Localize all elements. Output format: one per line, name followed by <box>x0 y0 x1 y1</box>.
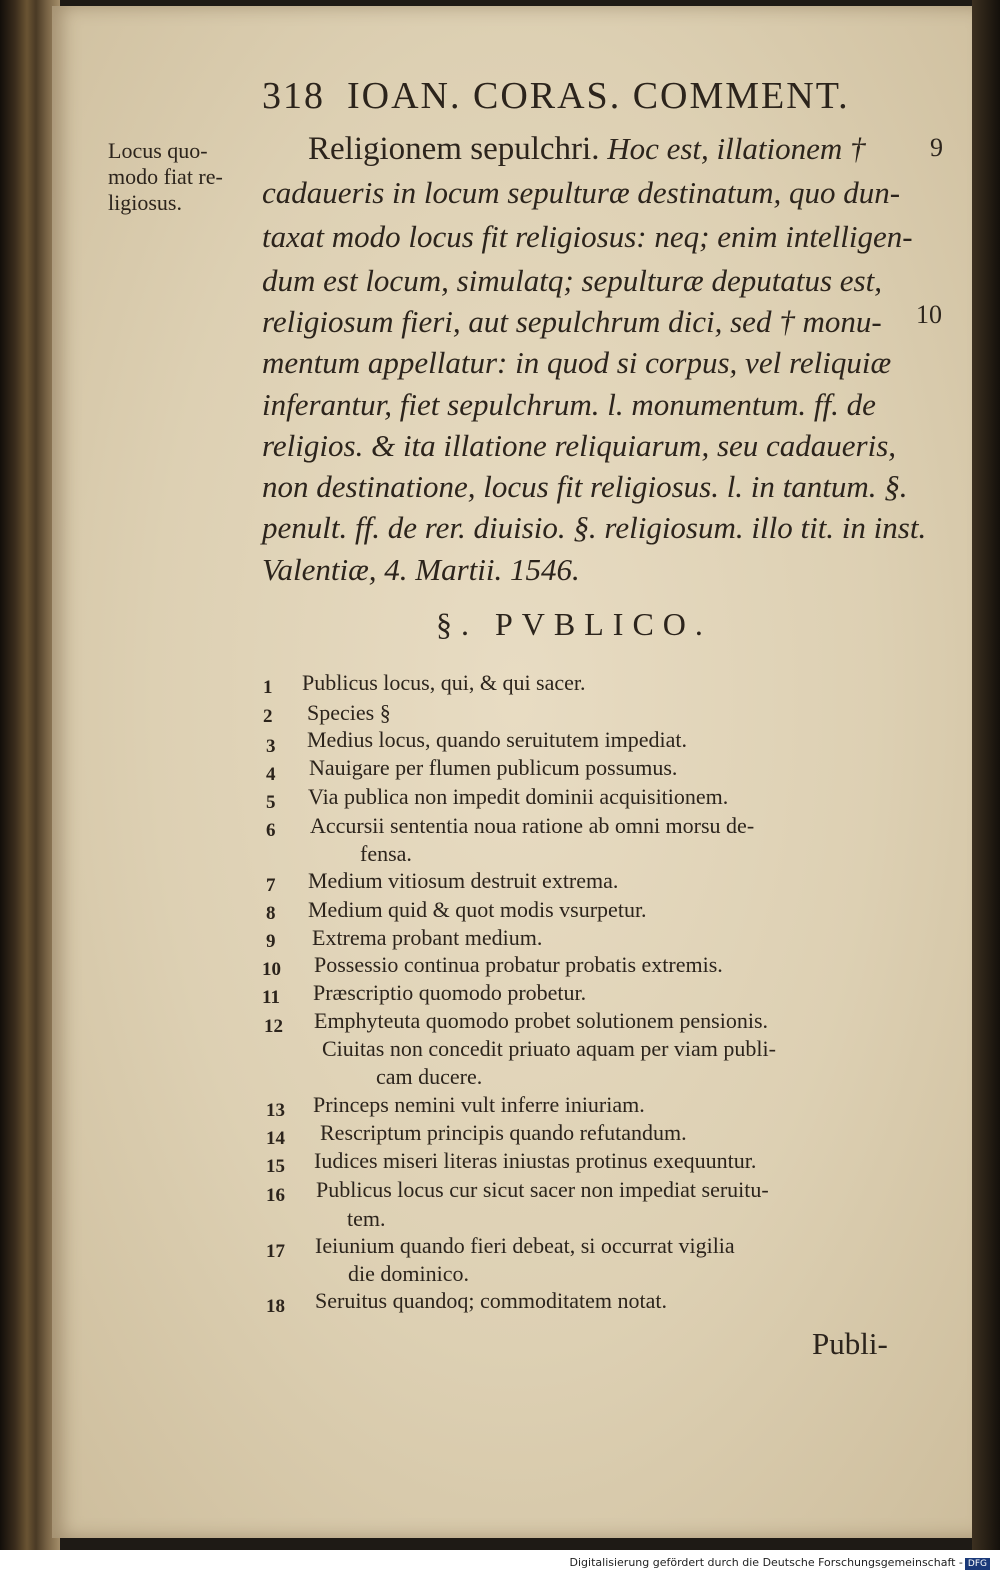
body-line: mentum appellatur: in quod si corpus, vel reliquiæ <box>262 345 892 380</box>
body-line: religiosum fieri, aut sepulchrum dici, sed † monu- <box>262 304 882 339</box>
summary-number: 12 <box>264 1016 283 1037</box>
dfg-logo: DFG <box>965 1558 990 1570</box>
running-title: IOAN. CORAS. COMMENT. <box>347 75 850 117</box>
summary-number: 18 <box>266 1296 285 1317</box>
summary-item-continuation: cam ducere. <box>376 1064 483 1089</box>
summary-item: Medium vitiosum destruit extrema. <box>308 868 619 893</box>
summary-number: 17 <box>266 1241 285 1262</box>
body-line: inferantur, fiet sepulchrum. l. monumentum. ff. de <box>262 387 876 422</box>
sidenote-line: ligiosus. <box>108 190 182 215</box>
book-edge <box>0 0 60 1550</box>
summary-number: 15 <box>266 1156 285 1177</box>
summary-item-continuation: Ciuitas non concedit priuato aquam per viam publi- <box>322 1036 776 1061</box>
sidenote-line: modo fiat re- <box>108 164 223 189</box>
sidenote-line: Locus quo- <box>108 138 208 163</box>
catchword: Publi- <box>812 1326 888 1361</box>
summary-item: Species § <box>307 700 391 725</box>
summary-number: 6 <box>266 820 276 841</box>
body-line: religios. & ita illatione reliquiarum, seu cadaueris, <box>262 428 897 463</box>
body-text: Hoc est, illationem † <box>599 131 866 166</box>
summary-number: 4 <box>266 764 276 785</box>
summary-number: 11 <box>262 987 280 1008</box>
summary-number: 13 <box>266 1100 285 1121</box>
summary-item-continuation: fensa. <box>360 841 412 866</box>
summary-number: 10 <box>262 959 281 980</box>
summary-item: Via publica non impedit dominii acquisitionem. <box>308 784 729 809</box>
summary-item: Accursii sententia noua ratione ab omni morsu de- <box>310 813 755 838</box>
summary-item: Emphyteuta quomodo probet solutionem pensionis. <box>314 1008 769 1033</box>
summary-item: Ieiunium quando fieri debeat, si occurrat vigilia <box>315 1233 735 1258</box>
summary-number: 7 <box>266 875 276 896</box>
body-line: penult. ff. de rer. diuisio. §. religiosum. illo tit. in inst. <box>262 510 927 545</box>
summary-item: Extrema probant medium. <box>312 925 543 950</box>
book-right-edge <box>972 0 1000 1550</box>
body-line: non destinatione, locus fit religiosus. l. in tantum. §. <box>262 469 908 504</box>
summary-item: Nauigare per flumen publicum possumus. <box>309 755 678 780</box>
body-line: taxat modo locus fit religiosus: neq; enim intelligen- <box>262 219 913 254</box>
margin-number: 10 <box>916 300 942 329</box>
summary-number: 14 <box>266 1128 285 1149</box>
summary-item: Medius locus, quando seruitutem impediat. <box>307 727 688 752</box>
running-header <box>262 74 850 118</box>
summary-number: 8 <box>266 903 276 924</box>
summary-item: Possessio continua probatur probatis extremis. <box>314 952 723 977</box>
body-lemma: Religionem sepulchri. <box>308 131 600 167</box>
summary-item: Medium quid & quot modis vsurpetur. <box>308 897 647 922</box>
summary-item: Rescriptum principis quando refutandum. <box>320 1120 687 1145</box>
body-line: dum est locum, simulatq; sepulturæ deputatus est, <box>262 263 882 298</box>
body-line: Valentiæ, 4. Martii. 1546. <box>262 552 580 587</box>
digitization-footer <box>570 1556 990 1570</box>
page-number: 318 <box>262 75 325 117</box>
summary-number: 16 <box>266 1185 285 1206</box>
body-line <box>308 131 866 168</box>
summary-number: 9 <box>266 931 276 952</box>
summary-item-continuation: die dominico. <box>348 1261 469 1286</box>
summary-item: Iudices miseri literas iniustas protinus exequuntur. <box>314 1148 757 1173</box>
body-line: cadaueris in locum sepulturæ destinatum, quo dun- <box>262 175 901 210</box>
summary-number: 1 <box>263 677 273 698</box>
summary-item-continuation: tem. <box>347 1206 386 1231</box>
footer-credit: Digitalisierung gefördert durch die Deutsche Forschungsgemeinschaft - <box>569 1556 963 1569</box>
summary-item: Princeps nemini vult inferre iniuriam. <box>313 1092 645 1117</box>
summary-item: Præscriptio quomodo probetur. <box>313 980 587 1005</box>
summary-item: Seruitus quandoq; commoditatem notat. <box>315 1288 667 1313</box>
summary-item: Publicus locus, qui, & qui sacer. <box>302 670 586 695</box>
summary-item: Publicus locus cur sicut sacer non impediat seruitu- <box>316 1177 769 1202</box>
summary-number: 5 <box>266 792 276 813</box>
summary-number: 3 <box>266 736 276 757</box>
summary-number: 2 <box>263 706 273 727</box>
margin-number: 9 <box>930 133 943 162</box>
section-title: §. PVBLICO. <box>436 606 712 642</box>
